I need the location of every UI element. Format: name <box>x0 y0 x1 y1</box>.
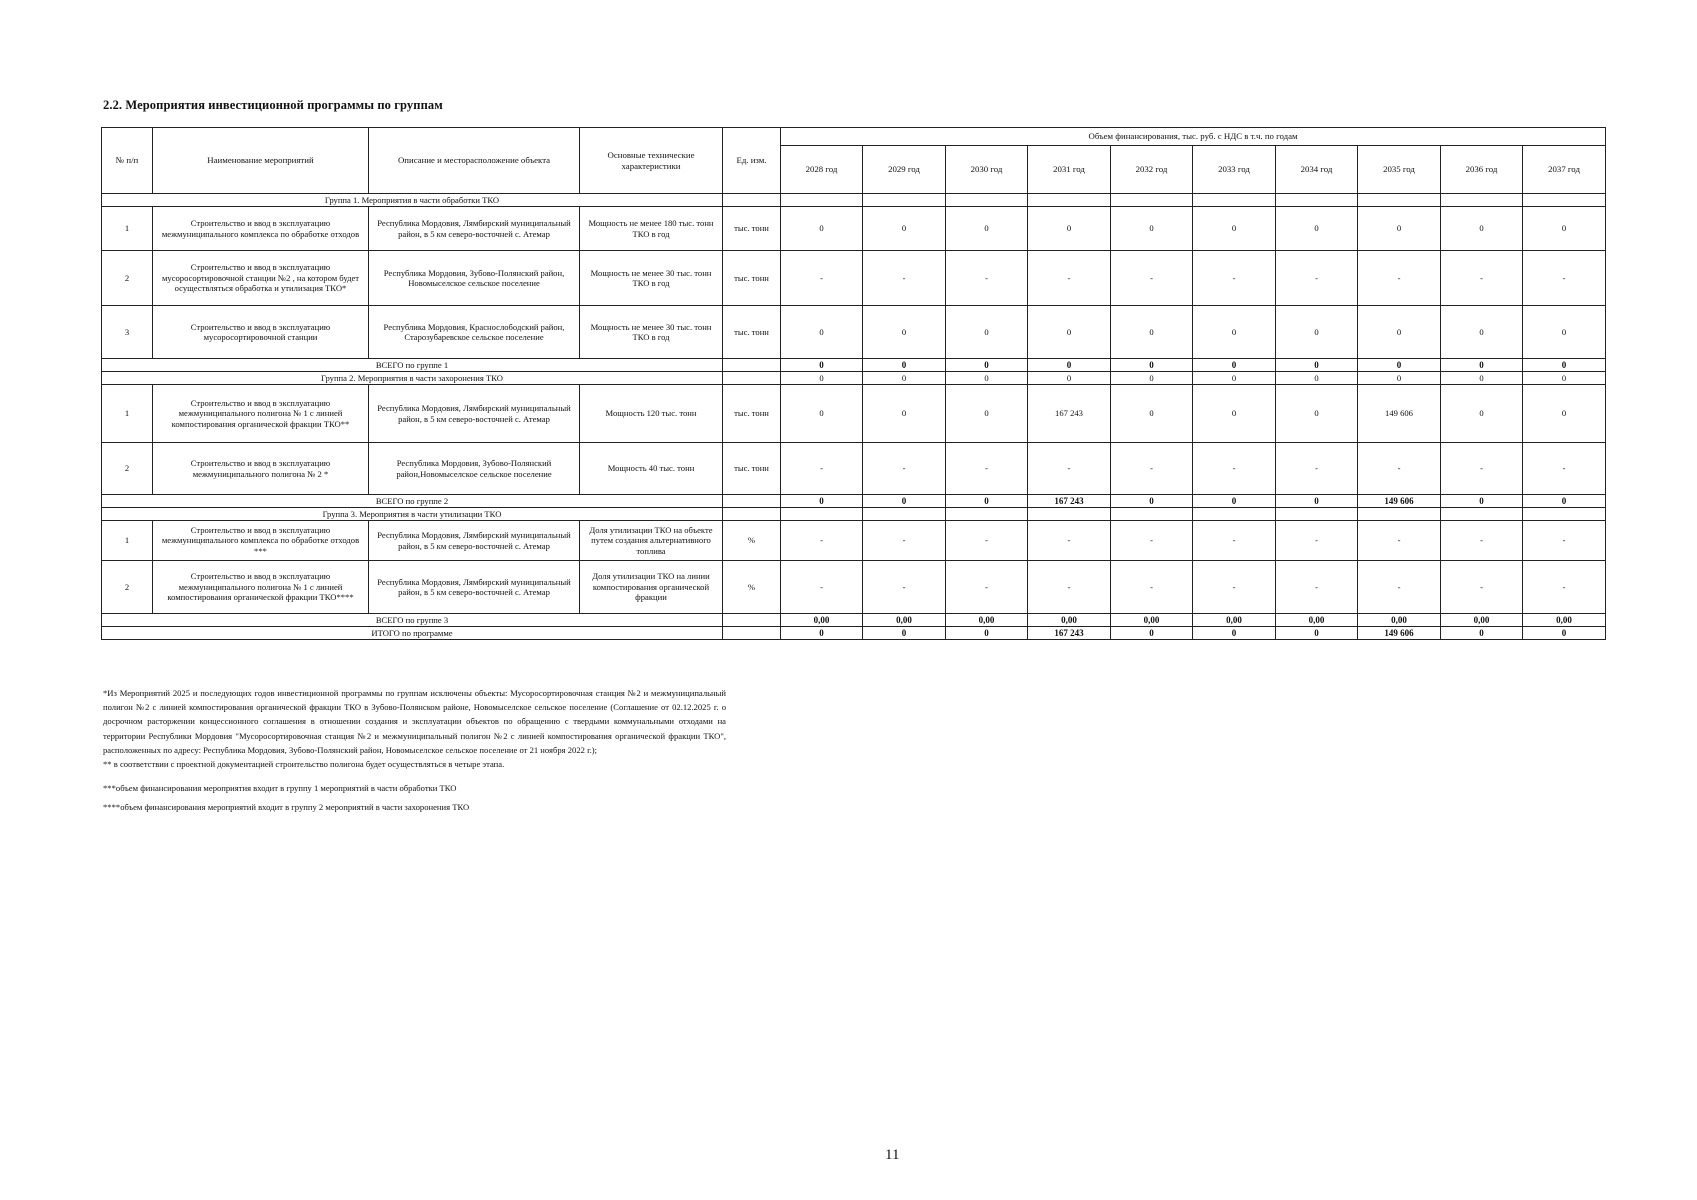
financing-value: - <box>1276 443 1358 495</box>
grand-total-value: 0 <box>1523 627 1606 640</box>
col-header-name: Наименование мероприятий <box>153 128 369 194</box>
financing-value: - <box>1193 443 1276 495</box>
investment-table <box>101 127 1606 640</box>
group-title-row <box>102 508 1606 521</box>
total-value: 0 <box>1193 495 1276 508</box>
financing-value: - <box>1276 521 1358 561</box>
grand-total-label: ИТОГО по программе <box>102 627 723 640</box>
col-header-tech: Основные технические характеристики <box>580 128 723 194</box>
total-value: 0,00 <box>863 614 946 627</box>
table-row <box>102 561 1606 614</box>
row-number: 2 <box>102 561 153 614</box>
financing-value: 0 <box>946 385 1028 443</box>
col-header-year: 2032 год <box>1111 146 1193 194</box>
object-description: Республика Мордовия, Зубово-Полянский район,Новомыселское сельское поселение <box>369 443 580 495</box>
col-header-year: 2028 год <box>781 146 863 194</box>
group-value-cell: 0 <box>1358 372 1441 385</box>
total-value: 0,00 <box>781 614 863 627</box>
financing-value: - <box>1111 251 1193 306</box>
financing-value: - <box>1441 521 1523 561</box>
financing-value: 0 <box>863 207 946 251</box>
grand-total-value: 0 <box>1441 627 1523 640</box>
financing-value: 0 <box>1523 306 1606 359</box>
footnote-3: ***объем финансирования мероприятия входит в группу 1 мероприятий в части обработки ТКО <box>103 783 457 794</box>
technical-characteristics: Мощность 120 тыс. тонн <box>580 385 723 443</box>
group-value-cell: 0 <box>1523 372 1606 385</box>
row-number: 2 <box>102 443 153 495</box>
financing-value: - <box>781 251 863 306</box>
financing-value: - <box>946 251 1028 306</box>
financing-value: - <box>1358 443 1441 495</box>
col-header-year: 2037 год <box>1523 146 1606 194</box>
total-value: 0,00 <box>1028 614 1111 627</box>
financing-value: 0 <box>1193 207 1276 251</box>
empty-cell <box>1111 508 1193 521</box>
financing-value: - <box>863 521 946 561</box>
total-value: 149 606 <box>1358 495 1441 508</box>
group-value-cell: 0 <box>781 372 863 385</box>
col-header-num: № п/п <box>102 128 153 194</box>
financing-value: - <box>1358 521 1441 561</box>
grand-total-value: 0 <box>946 627 1028 640</box>
group-title: Группа 3. Мероприятия в части утилизации ТКО <box>102 508 723 521</box>
empty-cell <box>1028 508 1111 521</box>
financing-value: 0 <box>1441 306 1523 359</box>
total-value: 0 <box>1441 495 1523 508</box>
footnote-1: *Из Мероприятий 2025 и последующих годов инвестиционной программы по группам исключены объекты: Мусоросортировочная станция №2 и межмуниципальный полигон №2 с линией компостирования органической фракции ТКО в Зубово-Полянском районе, Новомыселское сельское поселение (Соглашение от 02.12.2025 г. о досрочном расторжении концессионного соглашения в отношении создания и эксплуатации объектов по обращению с твердыми коммунальными отходами на территории Республики Мордовия "Мусоросортировочная станция №2 и межмуниципальный полигон №2 с линией компостирования органической фракции ТКО", расположенных по адресу: Республика Мордовия, Зубово-Полянский район, Новомыселское сельское поселение от 21 ноября 2022 г.); <box>103 688 726 755</box>
financing-value: 0 <box>1441 207 1523 251</box>
total-value: 0 <box>1358 359 1441 372</box>
footnotes <box>103 686 726 815</box>
empty-cell <box>863 194 946 207</box>
total-value: 0 <box>863 495 946 508</box>
financing-value: 167 243 <box>1028 385 1111 443</box>
grand-total-value: 0 <box>1111 627 1193 640</box>
group-title: Группа 1. Мероприятия в части обработки ТКО <box>102 194 723 207</box>
financing-value: - <box>1111 521 1193 561</box>
empty-cell <box>863 508 946 521</box>
table-row <box>102 251 1606 306</box>
group-value-cell: 0 <box>863 372 946 385</box>
col-header-year: 2034 год <box>1276 146 1358 194</box>
row-number: 3 <box>102 306 153 359</box>
financing-value: 0 <box>1276 207 1358 251</box>
group-total-label: ВСЕГО по группе 2 <box>102 495 723 508</box>
empty-cell <box>723 627 781 640</box>
unit-of-measure: тыс. тонн <box>723 443 781 495</box>
unit-of-measure: % <box>723 561 781 614</box>
col-header-year: 2033 год <box>1193 146 1276 194</box>
object-description: Республика Мордовия, Лямбирский муниципальный район, в 5 км северо-восточней с. Атемар <box>369 561 580 614</box>
technical-characteristics: Мощность 40 тыс. тонн <box>580 443 723 495</box>
group-title: Группа 2. Мероприятия в части захоронения ТКО <box>102 372 723 385</box>
financing-value: - <box>1193 521 1276 561</box>
empty-cell <box>723 495 781 508</box>
total-value: 0 <box>1111 495 1193 508</box>
total-value: 0 <box>946 495 1028 508</box>
financing-value: 0 <box>1358 306 1441 359</box>
group-total-row <box>102 359 1606 372</box>
total-value: 0 <box>863 359 946 372</box>
group-value-cell: 0 <box>1028 372 1111 385</box>
total-value: 0 <box>781 495 863 508</box>
financing-value: - <box>1028 561 1111 614</box>
financing-value: 0 <box>946 306 1028 359</box>
financing-value: 0 <box>1441 385 1523 443</box>
financing-value: 0 <box>946 207 1028 251</box>
financing-value: - <box>1276 561 1358 614</box>
financing-value: 0 <box>1111 385 1193 443</box>
total-value: 0,00 <box>1111 614 1193 627</box>
empty-cell <box>946 508 1028 521</box>
group-value-cell: 0 <box>1111 372 1193 385</box>
total-value: 0 <box>1111 359 1193 372</box>
financing-value: 0 <box>863 306 946 359</box>
footnote-2: ** в соответствии с проектной документацией строительство полигона будет осуществляться в четыре этапа. <box>103 759 505 770</box>
grand-total-value: 0 <box>781 627 863 640</box>
technical-characteristics: Доля утилизации ТКО на объекте путем создания альтернативного топлива <box>580 521 723 561</box>
total-value: 0 <box>1523 359 1606 372</box>
empty-cell <box>723 614 781 627</box>
unit-of-measure: % <box>723 521 781 561</box>
table-row <box>102 385 1606 443</box>
row-number: 1 <box>102 385 153 443</box>
group-value-cell: 0 <box>1276 372 1358 385</box>
row-number: 1 <box>102 521 153 561</box>
empty-cell <box>723 359 781 372</box>
col-header-description: Описание и месторасположение объекта <box>369 128 580 194</box>
financing-value: 0 <box>1358 207 1441 251</box>
total-value: 0 <box>946 359 1028 372</box>
table-row <box>102 306 1606 359</box>
row-number: 1 <box>102 207 153 251</box>
empty-cell <box>1276 194 1358 207</box>
object-description: Республика Мордовия, Краснослободский район, Старозубаревское сельское поселение <box>369 306 580 359</box>
object-description: Республика Мордовия, Лямбирский муниципальный район, в 5 км северо-восточней с. Атемар <box>369 521 580 561</box>
financing-value: 0 <box>1523 385 1606 443</box>
grand-total-value: 167 243 <box>1028 627 1111 640</box>
grand-total-value: 149 606 <box>1358 627 1441 640</box>
financing-value: 0 <box>1028 306 1111 359</box>
financing-value: - <box>781 521 863 561</box>
group-value-cell: 0 <box>1193 372 1276 385</box>
financing-value: - <box>1111 561 1193 614</box>
financing-value: - <box>1276 251 1358 306</box>
empty-cell <box>1523 194 1606 207</box>
total-value: 0 <box>1276 359 1358 372</box>
financing-value: - <box>1193 251 1276 306</box>
total-value: 0 <box>1193 359 1276 372</box>
total-value: 0 <box>1523 495 1606 508</box>
financing-value: 0 <box>781 306 863 359</box>
empty-cell <box>1523 508 1606 521</box>
financing-value: 0 <box>863 385 946 443</box>
measure-name: Строительство и ввод в эксплуатацию межмуниципального полигона № 2 * <box>153 443 369 495</box>
empty-cell <box>1358 194 1441 207</box>
object-description: Республика Мордовия, Зубово-Полянский район, Новомыселское сельское поселение <box>369 251 580 306</box>
total-value: 0 <box>1441 359 1523 372</box>
financing-value: - <box>1028 521 1111 561</box>
technical-characteristics: Мощность не менее 30 тыс. тонн ТКО в год <box>580 251 723 306</box>
total-value: 0,00 <box>946 614 1028 627</box>
financing-value: - <box>863 251 946 306</box>
page-number: 11 <box>885 1147 900 1163</box>
total-value: 0,00 <box>1441 614 1523 627</box>
footnote-4: ****объем финансирования мероприятий входит в группу 2 мероприятий в части захоронения ТКО <box>103 802 470 813</box>
measure-name: Строительство и ввод в эксплуатацию межмуниципального комплекса по обработке отходов *** <box>153 521 369 561</box>
empty-cell <box>1193 508 1276 521</box>
measure-name: Строительство и ввод в эксплуатацию мусоросортировочной станции <box>153 306 369 359</box>
financing-value: - <box>1441 251 1523 306</box>
financing-value: 0 <box>1111 306 1193 359</box>
financing-value: - <box>1111 443 1193 495</box>
total-value: 167 243 <box>1028 495 1111 508</box>
financing-value: 149 606 <box>1358 385 1441 443</box>
group-value-cell: 0 <box>1441 372 1523 385</box>
financing-value: - <box>1193 561 1276 614</box>
empty-cell <box>781 194 863 207</box>
empty-cell <box>946 194 1028 207</box>
financing-value: 0 <box>781 207 863 251</box>
financing-value: - <box>1441 443 1523 495</box>
financing-value: - <box>1358 251 1441 306</box>
unit-of-measure: тыс. тонн <box>723 207 781 251</box>
empty-cell <box>1358 508 1441 521</box>
col-header-year: 2036 год <box>1441 146 1523 194</box>
col-header-year: 2035 год <box>1358 146 1441 194</box>
grand-total-value: 0 <box>1193 627 1276 640</box>
total-value: 0 <box>781 359 863 372</box>
measure-name: Строительство и ввод в эксплуатацию мусоросортировочной станции №2 , на котором будет осуществляться обработка и утилизация ТКО* <box>153 251 369 306</box>
financing-value: - <box>1523 561 1606 614</box>
financing-value: 0 <box>1111 207 1193 251</box>
empty-cell <box>1193 194 1276 207</box>
row-number: 2 <box>102 251 153 306</box>
empty-cell <box>723 194 781 207</box>
financing-value: - <box>1028 443 1111 495</box>
table-row <box>102 443 1606 495</box>
grand-total-value: 0 <box>863 627 946 640</box>
empty-cell <box>723 372 781 385</box>
technical-characteristics: Доля утилизации ТКО на линии компостирования органической фракции <box>580 561 723 614</box>
financing-value: - <box>1523 443 1606 495</box>
col-header-financing: Объем финансирования, тыс. руб. с НДС в т.ч. по годам <box>781 128 1606 146</box>
financing-value: - <box>1523 521 1606 561</box>
col-header-unit: Ед. изм. <box>723 128 781 194</box>
table-row <box>102 207 1606 251</box>
financing-value: - <box>946 521 1028 561</box>
financing-value: 0 <box>1523 207 1606 251</box>
total-value: 0,00 <box>1523 614 1606 627</box>
group-title-row <box>102 194 1606 207</box>
financing-value: - <box>781 443 863 495</box>
col-header-year: 2031 год <box>1028 146 1111 194</box>
empty-cell <box>1111 194 1193 207</box>
measure-name: Строительство и ввод в эксплуатацию межмуниципального полигона № 1 с линией компостирования органической фракции ТКО**** <box>153 561 369 614</box>
financing-value: - <box>1358 561 1441 614</box>
financing-value: - <box>863 443 946 495</box>
financing-value: - <box>1028 251 1111 306</box>
financing-value: 0 <box>1028 207 1111 251</box>
group-value-cell: 0 <box>946 372 1028 385</box>
financing-value: - <box>781 561 863 614</box>
empty-cell <box>723 508 781 521</box>
financing-value: 0 <box>781 385 863 443</box>
empty-cell <box>1028 194 1111 207</box>
financing-value: 0 <box>1276 385 1358 443</box>
unit-of-measure: тыс. тонн <box>723 251 781 306</box>
total-value: 0,00 <box>1358 614 1441 627</box>
unit-of-measure: тыс. тонн <box>723 306 781 359</box>
grand-total-value: 0 <box>1276 627 1358 640</box>
col-header-year: 2029 год <box>863 146 946 194</box>
financing-value: - <box>946 561 1028 614</box>
measure-name: Строительство и ввод в эксплуатацию межмуниципального полигона № 1 с линией компостирования органической фракции ТКО** <box>153 385 369 443</box>
col-header-year: 2030 год <box>946 146 1028 194</box>
empty-cell <box>1441 194 1523 207</box>
object-description: Республика Мордовия, Лямбирский муниципальный район, в 5 км северо-восточней с. Атемар <box>369 207 580 251</box>
technical-characteristics: Мощность не менее 180 тыс. тонн ТКО в год <box>580 207 723 251</box>
financing-value: 0 <box>1193 385 1276 443</box>
object-description: Республика Мордовия, Лямбирский муниципальный район, в 5 км северо-восточней с. Атемар <box>369 385 580 443</box>
financing-value: 0 <box>1276 306 1358 359</box>
unit-of-measure: тыс. тонн <box>723 385 781 443</box>
total-value: 0 <box>1028 359 1111 372</box>
measure-name: Строительство и ввод в эксплуатацию межмуниципального комплекса по обработке отходов <box>153 207 369 251</box>
financing-value: 0 <box>1193 306 1276 359</box>
financing-value: - <box>1441 561 1523 614</box>
total-value: 0,00 <box>1193 614 1276 627</box>
total-value: 0,00 <box>1276 614 1358 627</box>
group-title-row <box>102 372 1606 385</box>
grand-total-row <box>102 627 1606 640</box>
table-row <box>102 521 1606 561</box>
financing-value: - <box>946 443 1028 495</box>
section-heading: 2.2. Мероприятия инвестиционной программы по группам <box>103 98 443 112</box>
financing-value: - <box>1523 251 1606 306</box>
group-total-row <box>102 495 1606 508</box>
technical-characteristics: Мощность не менее 30 тыс. тонн ТКО в год <box>580 306 723 359</box>
total-value: 0 <box>1276 495 1358 508</box>
group-total-label: ВСЕГО по группе 1 <box>102 359 723 372</box>
empty-cell <box>1276 508 1358 521</box>
group-total-row <box>102 614 1606 627</box>
empty-cell <box>1441 508 1523 521</box>
group-total-label: ВСЕГО по группе 3 <box>102 614 723 627</box>
financing-value: - <box>863 561 946 614</box>
empty-cell <box>781 508 863 521</box>
